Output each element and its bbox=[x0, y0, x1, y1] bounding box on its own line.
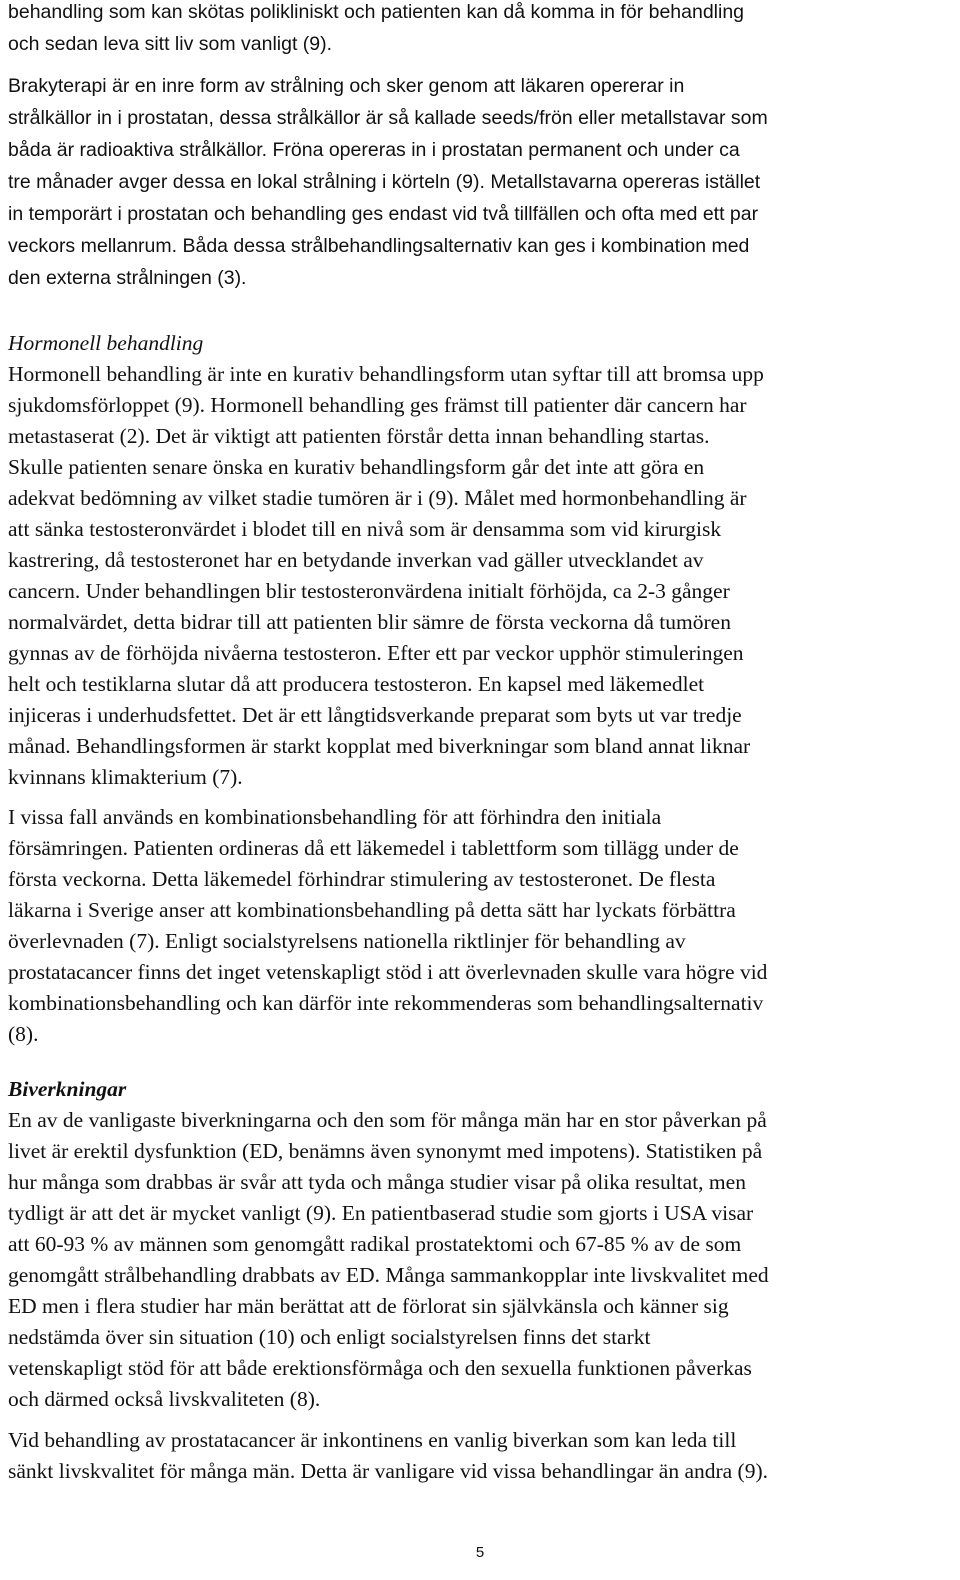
text-line: kastrering, då testosteronet har en betydande inverkan vad gäller utvecklandet av bbox=[8, 548, 704, 572]
text-line: hur många som drabbas är svår att tyda och många studier visar på olika resultat, men bbox=[8, 1170, 746, 1194]
text-line: livet är erektil dysfunktion (ED, benämns även synonymt med impotens). Statistiken på bbox=[8, 1139, 763, 1163]
text-line: Brakyterapi är en inre form av strålning och sker genom att läkaren opererar in bbox=[8, 75, 685, 97]
text-line: försämringen. Patienten ordineras då ett läkemedel i tablettform som tillägg under de bbox=[8, 836, 739, 860]
text-line: att 60-93 % av männen som genomgått radikal prostatektomi och 67-85 % av de som bbox=[8, 1232, 742, 1256]
hormonell-paragraph-2 bbox=[8, 802, 953, 1050]
text-line: första veckorna. Detta läkemedel förhindrar stimulering av testosteronet. De flesta bbox=[8, 867, 716, 891]
page-number: 5 bbox=[475, 1544, 485, 1561]
text-line: nedstämda över sin situation (10) och enligt socialstyrelsen finns det starkt bbox=[8, 1325, 651, 1349]
text-line: behandling som kan skötas polikliniskt och patienten kan då komma in för behandling bbox=[8, 1, 745, 23]
text-line: adekvat bedömning av vilket stadie tumören är i (9). Målet med hormonbehandling är bbox=[8, 486, 747, 510]
hormonell-paragraph-1 bbox=[8, 359, 953, 793]
text-line: metastaserat (2). Det är viktigt att patienten förstår detta innan behandling startas. bbox=[8, 424, 710, 448]
text-line: gynnas av de förhöjda nivåerna testosteron. Efter ett par veckor upphör stimuleringen bbox=[8, 641, 744, 665]
text-line: cancern. Under behandlingen blir testosteronvärdena initialt förhöjda, ca 2-3 gånger bbox=[8, 579, 730, 603]
text-line: tre månader avger dessa en lokal strålning i körteln (9). Metallstavarna opereras istället bbox=[8, 171, 761, 193]
text-line: och därmed också livskvaliteten (8). bbox=[8, 1387, 321, 1411]
section-heading-hormonell: Hormonell behandling bbox=[8, 331, 204, 355]
text-line: ED men i flera studier har män berättat att de förlorat sin självkänsla och känner sig bbox=[8, 1294, 729, 1318]
text-line: in temporärt i prostatan och behandling ges endast vid två tillfällen och ofta med ett par bbox=[8, 203, 759, 225]
biverkningar-paragraph-2 bbox=[8, 1425, 953, 1487]
text-line: vetenskapligt stöd för att både erektionsförmåga och den sexuella funktionen påverkas bbox=[8, 1356, 752, 1380]
text-line: läkarna i Sverige anser att kombinationsbehandling på detta sätt har lyckats förbättra bbox=[8, 898, 736, 922]
text-line: kvinnans klimakterium (7). bbox=[8, 765, 243, 789]
text-line: En av de vanligaste biverkningarna och den som för många män har en stor påverkan på bbox=[8, 1108, 767, 1132]
text-line: den externa strålningen (3). bbox=[8, 267, 247, 289]
text-line: normalvärdet, detta bidrar till att patienten blir sämre de första veckorna då tumören bbox=[8, 610, 731, 634]
text-line: sjukdomsförloppet (9). Hormonell behandling ges främst till patienter där cancern har bbox=[8, 393, 747, 417]
text-line: kombinationsbehandling och kan därför inte rekommenderas som behandlingsalternativ bbox=[8, 991, 764, 1015]
text-line: (8). bbox=[8, 1022, 39, 1046]
text-line: båda är radioaktiva strålkällor. Fröna opereras in i prostatan permanent och under ca bbox=[8, 139, 740, 161]
text-line: att sänka testosteronvärdet i blodet till en nivå som är densamma som vid kirurgisk bbox=[8, 517, 722, 541]
text-line: injiceras i underhudsfettet. Det är ett långtidsverkande preparat som byts ut var tredje bbox=[8, 703, 742, 727]
section-heading-biverkningar: Biverkningar bbox=[8, 1077, 127, 1101]
text-line: Hormonell behandling är inte en kurativ behandlingsform utan syftar till att bromsa upp bbox=[8, 362, 764, 386]
text-line: helt och testiklarna slutar då att producera testosteron. En kapsel med läkemedlet bbox=[8, 672, 705, 696]
text-line: genomgått strålbehandling drabbats av ED. Många sammankopplar inte livskvalitet med bbox=[8, 1263, 769, 1287]
text-line: överlevnaden (7). Enligt socialstyrelsens nationella riktlinjer för behandling av bbox=[8, 929, 686, 953]
text-line: prostatacancer finns det inget vetenskapligt stöd i att överlevnaden skulle vara högre vid bbox=[8, 960, 768, 984]
brachytherapy-paragraph bbox=[8, 70, 953, 294]
text-line: tydligt är att det är mycket vanligt (9). En patientbaserad studie som gjorts i USA visar bbox=[8, 1201, 754, 1225]
biverkningar-paragraph-1 bbox=[8, 1105, 953, 1415]
text-line: veckors mellanrum. Båda dessa strålbehandlingsalternativ kan ges i kombination med bbox=[8, 235, 750, 257]
text-line: månad. Behandlingsformen är starkt kopplat med biverkningar som bland annat liknar bbox=[8, 734, 751, 758]
text-line: I vissa fall används en kombinationsbehandling för att förhindra den initiala bbox=[8, 805, 662, 829]
text-line: sänkt livskvalitet för många män. Detta är vanligare vid vissa behandlingar än andra (9). bbox=[8, 1459, 769, 1483]
intro-paragraph-1 bbox=[8, 0, 953, 60]
text-line: strålkällor in i prostatan, dessa strålkällor är så kallade seeds/frön eller metallstavar som bbox=[8, 107, 768, 129]
text-line: Vid behandling av prostatacancer är inkontinens en vanlig biverkan som kan leda till bbox=[8, 1428, 737, 1452]
text-line: Skulle patienten senare önska en kurativ behandlingsform går det inte att göra en bbox=[8, 455, 705, 479]
text-line: och sedan leva sitt liv som vanligt (9). bbox=[8, 33, 333, 55]
